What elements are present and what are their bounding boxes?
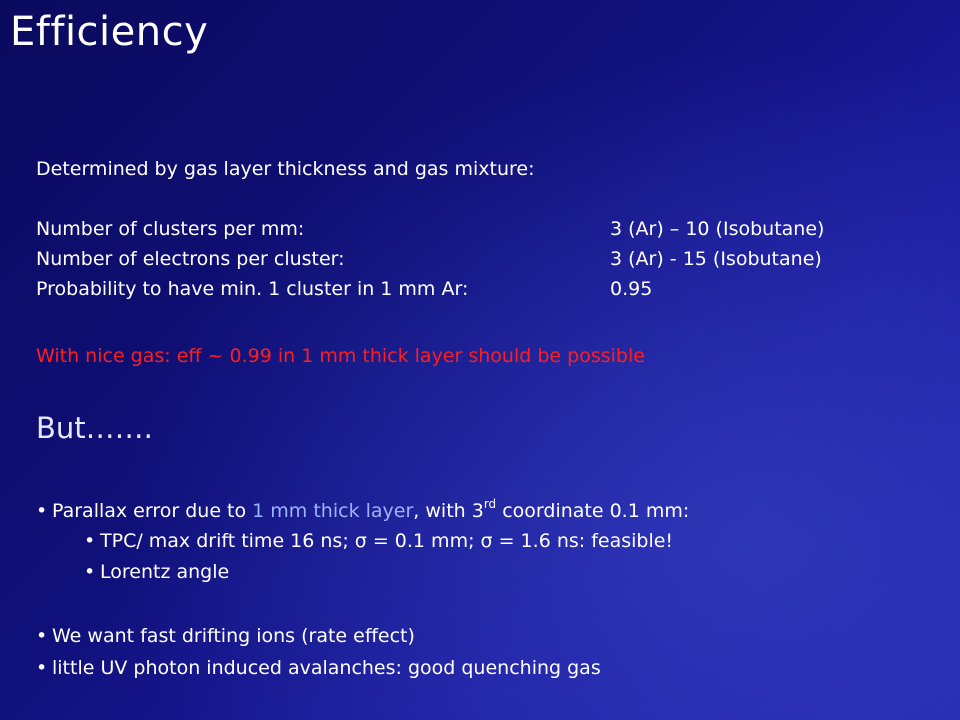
bullet-text: , with 3 [413,500,484,522]
row-label: Number of clusters per mm: [36,218,305,240]
bullet-dot: • [84,530,96,552]
bullet-dot: • [36,625,48,647]
superscript: rd [483,497,497,511]
electrons-row [36,245,822,273]
page-title: Efficiency [10,9,209,55]
row-value: 3 (Ar) – 10 (Isobutane) [610,218,825,240]
bullet-parallax [36,497,689,525]
probability-row [36,275,653,303]
but-heading: But……. [36,411,153,445]
bullet-text: We want fast drifting ions (rate effect) [52,625,415,647]
row-label: Probability to have min. 1 cluster in 1 mm Ar: [36,278,469,300]
bullet-dot: • [84,561,96,583]
bullet-text: Lorentz angle [100,561,230,583]
bullet-dot: • [36,500,48,522]
bullet-text: little UV photon induced avalanches: good quenching gas [52,657,601,679]
bullet-tpc [84,527,673,555]
row-label: Number of electrons per cluster: [36,248,345,270]
bullet-text: TPC/ max drift time 16 ns; σ = 0.1 mm; σ = 1.6 ns: feasible! [100,530,674,552]
bullet-ions [36,622,415,650]
intro-text: Determined by gas layer thickness and gas mixture: [36,158,535,180]
bullet-text: coordinate 0.1 mm: [496,500,690,522]
highlight-text: With nice gas: eff ~ 0.99 in 1 mm thick layer should be possible [36,345,645,367]
bullet-lorentz [84,558,229,586]
bullet-text: Parallax error due to [52,500,253,522]
bullet-uv [36,654,601,682]
row-value: 3 (Ar) - 15 (Isobutane) [610,248,822,270]
bullet-dot: • [36,657,48,679]
clusters-row [36,215,825,243]
bullet-accent-text: 1 mm thick layer [252,500,414,522]
row-value: 0.95 [610,278,653,300]
